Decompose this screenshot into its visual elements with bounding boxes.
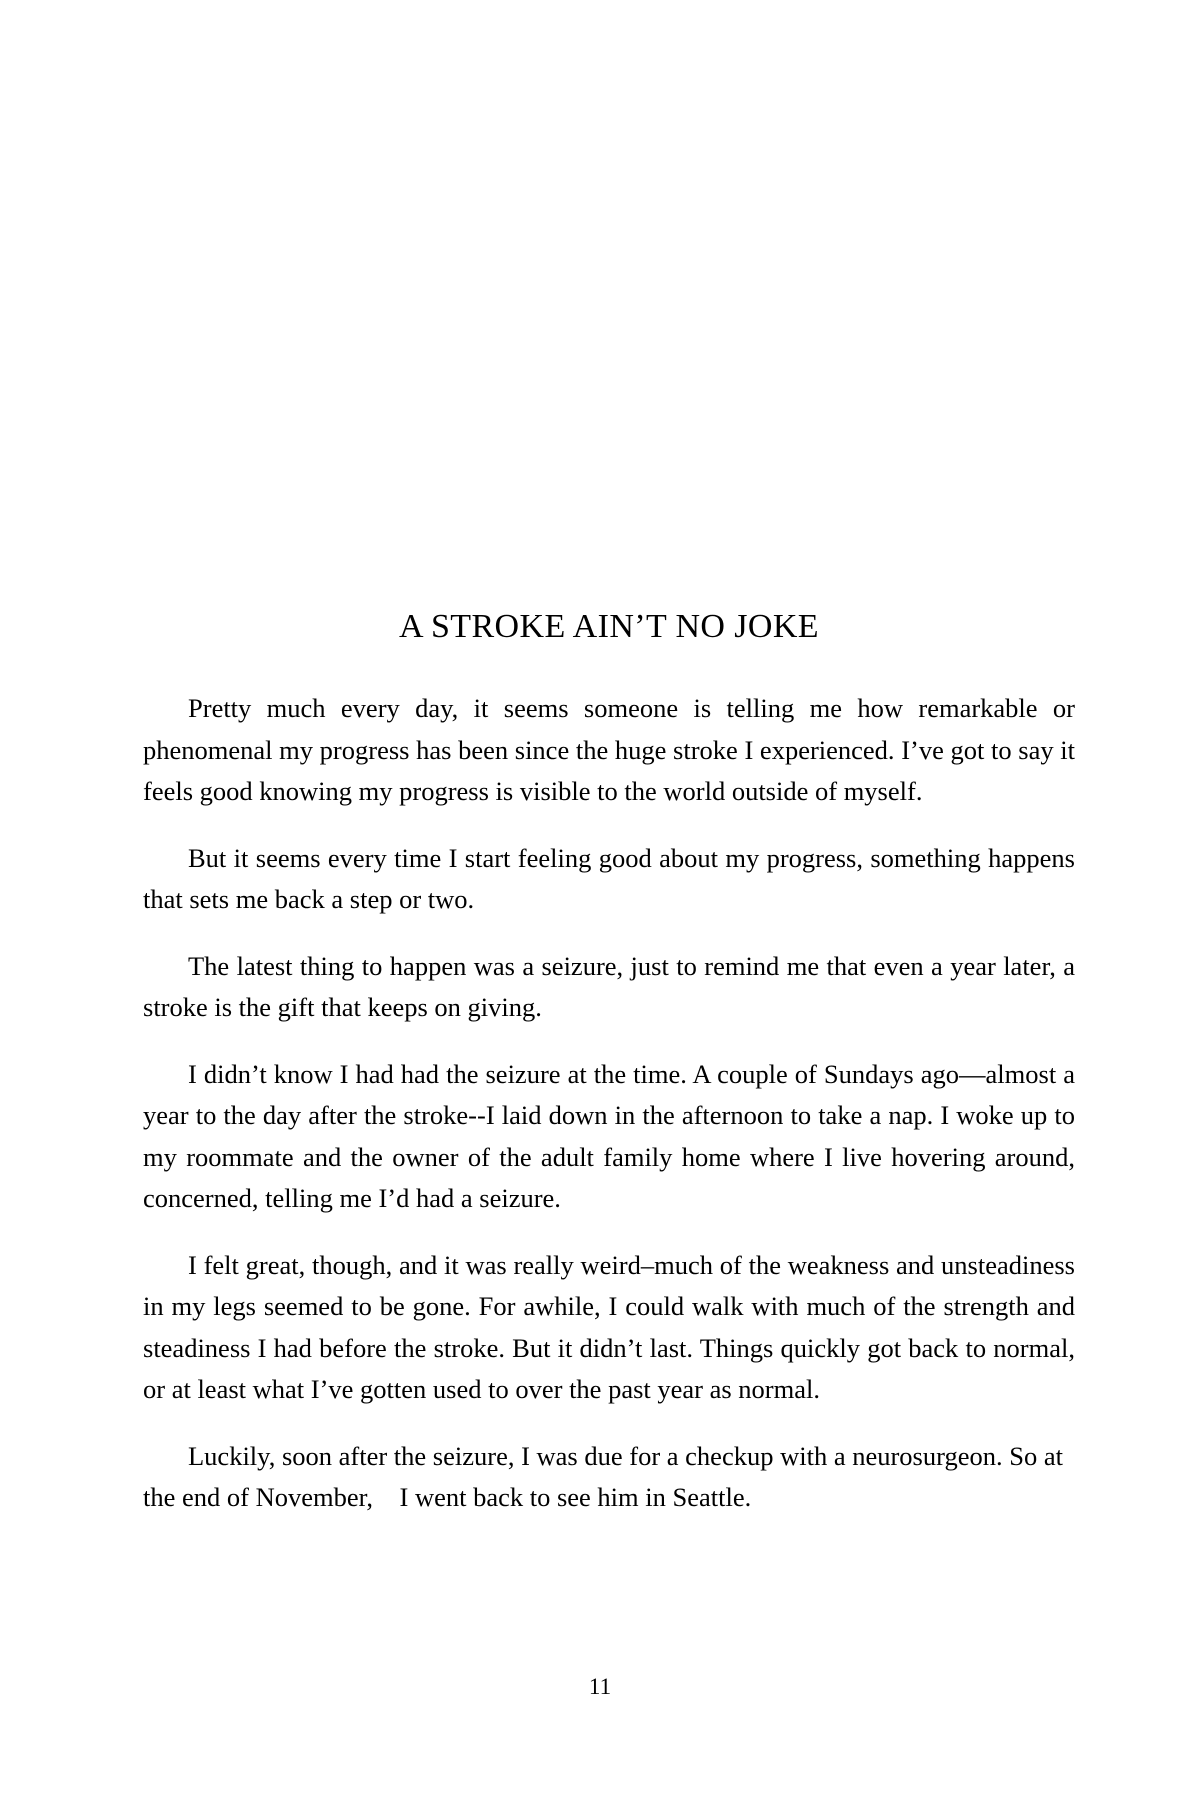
paragraph-4: I didn’t know I had had the seizure at the time. A couple of Sundays ago—almost a year to the day after the stroke--I laid down in the afternoon to take a nap. I woke up to my roommate and the owner of the adult family home where I live hovering around, concerned, telling me I’d had a seizure. bbox=[143, 1058, 1075, 1213]
page-number: 11 bbox=[588, 1674, 612, 1699]
paragraph-2: But it seems every time I start feeling good about my progress, something happens that sets me back a step or two. bbox=[143, 842, 1075, 914]
paragraph-3: The latest thing to happen was a seizure, just to remind me that even a year later, a stroke is the gift that keeps on giving. bbox=[143, 950, 1075, 1022]
paragraph-1: Pretty much every day, it seems someone is telling me how remarkable or phenomenal my progress has been since the huge stroke I experienced. I’ve got to say it feels good knowing my progress is visible to the world outside of myself. bbox=[143, 693, 1075, 806]
body-text-block bbox=[143, 688, 1075, 1519]
chapter-title: A STROKE AIN’T NO JOKE bbox=[399, 608, 819, 645]
paragraph-6: Luckily, soon after the seizure, I was due for a checkup with a neurosurgeon. So at the end of November, I went back to see him in Seattle. bbox=[143, 1440, 1070, 1512]
paragraph-5: I felt great, though, and it was really weird–much of the weakness and unsteadiness in my legs seemed to be gone. For awhile, I could walk with much of the strength and steadiness I had before the stroke. But it didn’t last. Things quickly got back to normal, or at least what I’ve gotten used to over the past year as normal. bbox=[143, 1249, 1075, 1404]
